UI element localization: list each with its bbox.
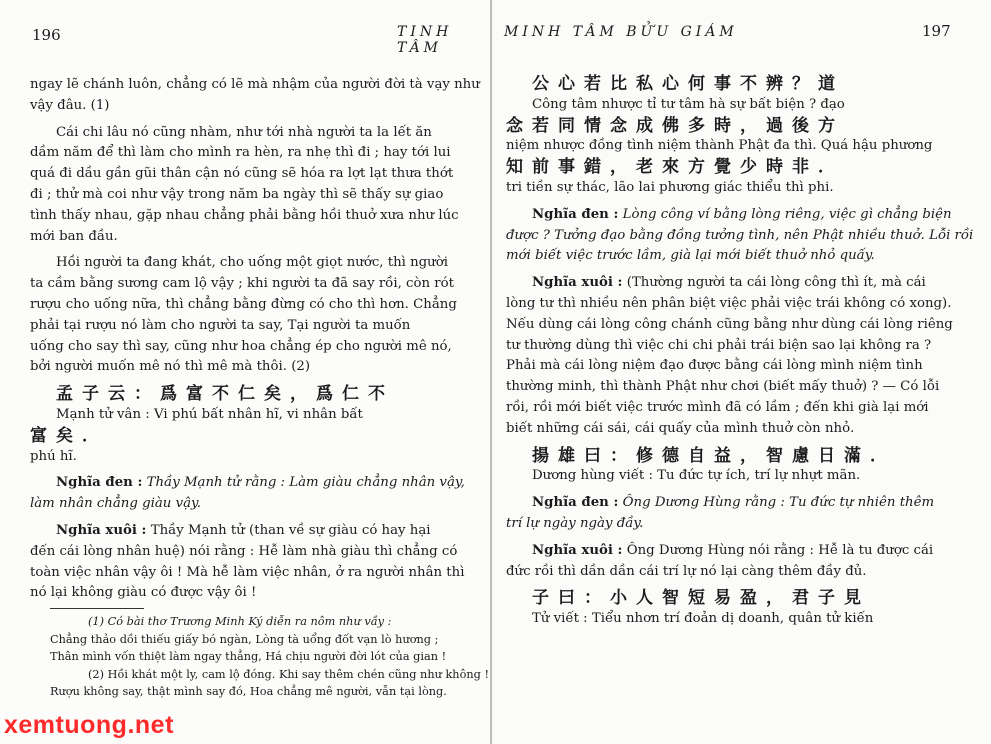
text-line: ta cầm bằng sương cam lộ vậy ; khi người ta đã say rồi, còn rót bbox=[30, 276, 454, 292]
footnote-rule bbox=[50, 608, 144, 609]
text-line: toàn việc nhân vậy ôi ! Mà hễ làm việc nhân, ở ra người nhân thì bbox=[30, 564, 465, 580]
literal-meaning-text: Thầy Mạnh tử rằng : Làm giàu chẳng nhân vậy, bbox=[146, 475, 465, 491]
literal-meaning-text: Ông Dương Hùng rằng : Tu đức tự nhiên thêm bbox=[622, 495, 935, 511]
literal-meaning-text: mới biết việc trước lầm, già lại mới biết thuở nhỏ quấy. bbox=[506, 248, 875, 264]
han-quote-line: 公心若比私心何事不辨？道 bbox=[532, 74, 844, 94]
literal-meaning-text: làm nhân chẳng giàu vậy. bbox=[30, 496, 201, 512]
text-line: đức rồi thì dần dần cái trí lự nó lại càng thêm đầy đủ. bbox=[506, 563, 867, 579]
footnote-line: Thân mình vốn thiệt làm ngay thẳng, Há chịu người đời lót của gian ! bbox=[50, 650, 447, 663]
footnote-line: Chẳng thảo dồi thiếu giấy bó ngàn, Lòng tà uổng đốt vạn lò hương ; bbox=[50, 632, 439, 646]
footnote-line: Rượu không say, thật mình say đó, Hoa chẳng mê người, vẫn tại lòng. bbox=[50, 685, 447, 698]
plain-meaning bbox=[30, 521, 476, 542]
plain-meaning-label: Nghĩa xuôi : bbox=[532, 542, 623, 558]
footnotes bbox=[50, 602, 490, 701]
left-page-number: 196 bbox=[32, 26, 61, 44]
literal-meaning-text: trí lự ngày ngày đầy. bbox=[506, 515, 644, 531]
text-line: bởi người muốn mê nó thì mê mà thôi. (2) bbox=[30, 359, 311, 375]
text-line: Cái chi lâu nó cũng nhàm, như tới nhà người ta la lết ăn bbox=[56, 124, 432, 140]
literal-meaning-text: Lòng công ví bằng lòng riêng, việc gì chẳng biện bbox=[622, 206, 952, 222]
text-line: Phải mà cái lòng niệm đạo được bằng cái lòng mình niệm tình bbox=[506, 358, 923, 374]
literal-meaning bbox=[30, 473, 476, 494]
plain-meaning-label: Nghĩa xuôi : bbox=[532, 275, 623, 291]
transliteration-line: phú hĩ. bbox=[30, 448, 77, 464]
literal-meaning bbox=[506, 205, 976, 226]
right-page bbox=[492, 0, 991, 744]
transliteration-line: tri tiền sự thác, lão lai phương giác thiểu thì phi. bbox=[506, 179, 834, 195]
text-line: ngay lẽ chánh luôn, chẳng có lẽ mà nhậm của người đời tà vạy như bbox=[30, 77, 480, 92]
plain-meaning bbox=[506, 273, 976, 294]
transliteration-line: Công tâm nhược tỉ tư tâm hà sự bất biện ? đạo bbox=[532, 96, 845, 112]
han-quote-line: 揚雄曰：修德自益，智慮日滿． bbox=[532, 445, 896, 466]
literal-meaning-label: Nghĩa đen : bbox=[56, 475, 143, 491]
text-line: đi ; thử mà coi như vậy trong năm ba ngày thì sẽ thấy sự giao bbox=[30, 186, 444, 202]
right-running-header: MINH TÂM BỬU GIÁM bbox=[504, 24, 738, 40]
plain-meaning-text: Thầy Mạnh tử (than về sự giàu có hay hại bbox=[150, 522, 431, 538]
text-line: dầm năm để thì làm cho mình ra hèn, ra nhẹ thì đi ; hay tới lui bbox=[30, 145, 451, 161]
han-quote-line: 孟子云：爲富不仁矣，爲仁不 bbox=[56, 384, 394, 405]
literal-meaning bbox=[506, 493, 976, 514]
footnote-1-head: (1) Có bài thơ Trương Minh Ký diễn ra nôm như vầy : bbox=[88, 615, 392, 628]
transliteration-line: Tử viết : Tiểu nhơn trí đoản dị doanh, quân tử kiến bbox=[532, 611, 874, 627]
left-body bbox=[30, 75, 480, 604]
left-page bbox=[0, 0, 490, 744]
text-line: rồi, rồi mới biết việc trước mình đã có lầm ; đến khi già lại mới bbox=[506, 399, 929, 415]
plain-meaning-label: Nghĩa xuôi : bbox=[56, 522, 147, 538]
footnote-2: (2) Hồi khát một ly, cam lộ đóng. Khi say thêm chén cũng như không ! bbox=[88, 667, 490, 681]
text-line: Hồi người ta đang khát, cho uống một giọt nước, thì người bbox=[56, 255, 449, 271]
right-body bbox=[506, 74, 976, 630]
watermark: xemtuong.net bbox=[4, 711, 174, 739]
text-line: phải tại rượu nó làm cho người ta say, Tại người ta muốn bbox=[30, 317, 411, 333]
han-quote-line: 知前事錯，老來方覺少時非． bbox=[506, 157, 844, 178]
text-line: mới ban đầu. bbox=[30, 228, 118, 244]
plain-meaning bbox=[506, 541, 976, 562]
han-quote-line: 子曰：小人智短易盈，君子見 bbox=[532, 588, 870, 609]
text-line: uống cho say thì say, cũng như hoa chẳng ép cho người mê nó, bbox=[30, 338, 452, 354]
plain-meaning-text: Ông Dương Hùng nói rằng : Hễ là tu được cái bbox=[626, 542, 934, 558]
text-line: quá đi dầu gần gũi thân cận nó cũng sẽ hóa ra lợt lạt thưa thớt bbox=[30, 166, 454, 182]
transliteration-line: Dương hùng viết : Tu đức tự ích, trí lự nhựt mãn. bbox=[532, 468, 861, 484]
han-quote-line: 念若同情念成佛多時，過後方 bbox=[506, 115, 844, 136]
left-running-header: TINH TÂM bbox=[397, 24, 453, 56]
text-line: biết những cái sái, cái quấy của mình thuở còn nhỏ. bbox=[506, 420, 855, 436]
transliteration-line: Mạnh tử vân : Vi phú bất nhân hĩ, vi nhân bất bbox=[56, 406, 363, 422]
text-line: lòng tư thì nhiều nên phân biệt việc phải việc trái không có xong). bbox=[506, 295, 952, 311]
transliteration-line: niệm nhược đồng tình niệm thành Phật đa thì. Quá hậu phương bbox=[506, 138, 933, 154]
text-line: vậy đâu. (1) bbox=[30, 97, 110, 113]
literal-meaning-label: Nghĩa đen : bbox=[532, 495, 619, 511]
literal-meaning-label: Nghĩa đen : bbox=[532, 206, 619, 222]
text-line: nó lại không giàu có được vậy ôi ! bbox=[30, 585, 257, 601]
han-quote-line: 富矣． bbox=[30, 425, 108, 446]
text-line: tư thường dùng thì việc chi chi phải trái biện sao lại không ra ? bbox=[506, 337, 932, 353]
literal-meaning-text: được ? Tưởng đạo bằng đồng tưởng tình, nên Phật nhiều thuở. Lỗi rồi bbox=[506, 227, 974, 243]
text-line: tình thấy nhau, gặp nhau chẳng phải bằng hồi thuở xưa như lúc bbox=[30, 207, 459, 223]
text-line: thường minh, thì thành Phật như chơi (biết mấy thuở) ? — Có lỗi bbox=[506, 379, 940, 395]
right-page-number: 197 bbox=[922, 22, 951, 40]
plain-meaning-text: (Thường người ta cái lòng công thì ít, mà cái bbox=[626, 275, 926, 291]
text-line: Nếu dùng cái lòng công chánh cũng bằng như dùng cái lòng riêng bbox=[506, 316, 953, 332]
text-line: rượu cho uống nữa, thì chẳng bằng đừng có cho thì hơn. Chẳng bbox=[30, 296, 457, 312]
text-line: đến cái lòng nhân huệ) nói rằng : Hễ làm nhà giàu thì chẳng có bbox=[30, 543, 458, 559]
